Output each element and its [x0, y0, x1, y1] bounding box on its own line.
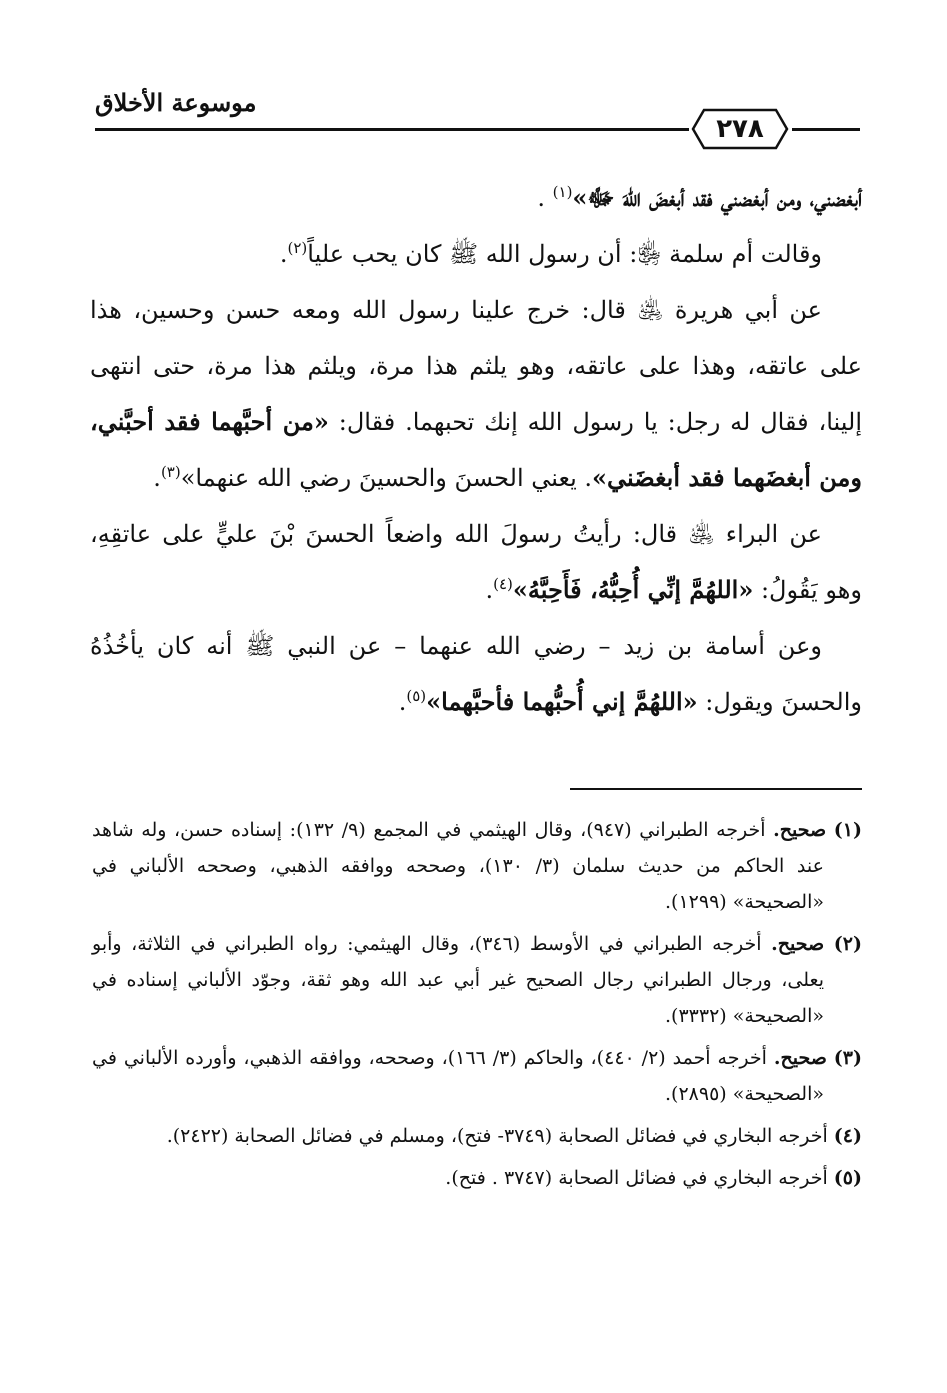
footnote-text: أخرجه أحمد (٢/ ٤٤٠)، والحاكم (٣/ ١٦٦)، وصححه، ووافقه الذهبي، وأورده الألباني في «الصحيحة» (٢٨٩٥).: [92, 1047, 824, 1105]
paragraph-5: [90, 618, 862, 730]
footnote-number: (٤): [833, 1125, 862, 1147]
header-rule-right: [792, 128, 860, 131]
footnote-grade: صحيح.: [771, 933, 825, 955]
paragraph-5-end: .: [398, 688, 407, 716]
footnote-text: أخرجه الطبراني (٩٤٧)، وقال الهيثمي في المجمع (٩/ ١٣٢): إسناده حسن، وله شاهد عند الحاكم من حديث سلمان (٣/ ١٣٠)، وصححه ووافقه الذهبي، وصححه الألباني في «الصحيحة» (١٢٩٩).: [92, 819, 824, 913]
footnote-number: (٣): [833, 1047, 863, 1069]
footnote-ref-3: (٣): [160, 463, 181, 481]
hadith-ending-text: أبغضني، ومن أبغضني فقد أبغضَ اللهَ ﷻ»: [572, 183, 862, 212]
footnote-grade: صحيح.: [773, 1047, 827, 1069]
main-body-text: [90, 170, 862, 730]
footnote-number: (٢): [833, 933, 862, 955]
paragraph-3-end: .: [153, 464, 161, 492]
page-number: ٢٧٨: [716, 114, 764, 144]
abu-hurayra-intro: عن أبي هريرة ﵁ قال: خرج علينا رسول الله ومعه حسن وحسين، هذا على عاتقه، وهذا على عاتقه، وهو يلثم هذا مرة، ويلثم هذا مرة، حتى انتهى إلينا، فقال له رجل: يا رسول الله إنك تحبهما. فقال:: [90, 296, 862, 436]
footnote-number: (١): [833, 819, 862, 841]
footnote-number: (٥): [833, 1167, 862, 1189]
paragraph-1: [90, 170, 862, 226]
paragraph-2: [90, 226, 862, 282]
bara-intro: عن البراء ﵁ قال: رأيتُ رسولَ الله واضعاً الحسنَ بْنَ عليٍّ على عاتقِهِ، وهو يَقُولُ:: [90, 520, 862, 604]
paragraph-2-end: .: [279, 240, 288, 268]
footnote-1: [92, 812, 862, 920]
bara-quote: «اللهُمَّ إنِّي أُحِبُّهُ، فَأَحِبَّهُ»: [512, 575, 754, 604]
footnote-2: [92, 926, 862, 1034]
footnote-ref-1: (١): [552, 183, 573, 201]
page-number-badge: [690, 106, 790, 152]
footnote-3: [92, 1040, 862, 1112]
footnote-separator: [570, 788, 862, 790]
paragraph-4-end: .: [485, 576, 494, 604]
running-header-title: موسوعة الأخلاق: [95, 88, 257, 117]
umm-salama-text: وقالت أم سلمة ﵂: أن رسول الله ﷺ كان يحب علياً: [307, 240, 822, 268]
usama-quote: «اللهُمَّ إني أُحبُّهما فأحبَّهما»: [426, 687, 698, 716]
paragraph-1-end: .: [537, 184, 553, 212]
paragraph-3: [90, 282, 862, 506]
footnote-ref-2: (٢): [287, 239, 308, 257]
usama-intro: وعن أسامة بن زيد – رضي الله عنهما – عن النبي ﷺ أنه كان يأخُذُهُ والحسنَ ويقول:: [90, 632, 862, 716]
header-rule-left: [95, 128, 689, 131]
footnote-ref-5: (٥): [406, 687, 427, 705]
footnote-text: أخرجه الطبراني في الأوسط (٣٤٦)، وقال الهيثمي: رواه الطبراني في الثلاثة، وأبو يعلى، ورجال الطبراني رجال الصحيح غير أبي عبد الله وهو ثقة، وجوّد الألباني إسناده في «الصحيحة» (٣٣٣٢).: [92, 933, 824, 1027]
footnote-grade: صحيح.: [773, 819, 827, 841]
footnotes-section: [92, 812, 862, 1202]
footnote-text: أخرجه البخاري في فضائل الصحابة (٣٧٤٩- فتح)، ومسلم في فضائل الصحابة (٢٤٢٢).: [166, 1125, 828, 1147]
abu-hurayra-after: . يعني الحسنَ والحسينَ رضي الله عنهما»: [180, 464, 593, 492]
footnote-5: [92, 1160, 862, 1196]
footnote-text: أخرجه البخاري في فضائل الصحابة (٣٧٤٧ . فتح).: [445, 1167, 828, 1189]
paragraph-4: [90, 506, 862, 618]
footnote-4: [92, 1118, 862, 1154]
abu-hurayra-quote: «من أحبَّهما فقد أحبَّني، ومن أبغضَهما فقد أبغضَني»: [90, 407, 862, 492]
footnote-ref-4: (٤): [493, 575, 513, 593]
